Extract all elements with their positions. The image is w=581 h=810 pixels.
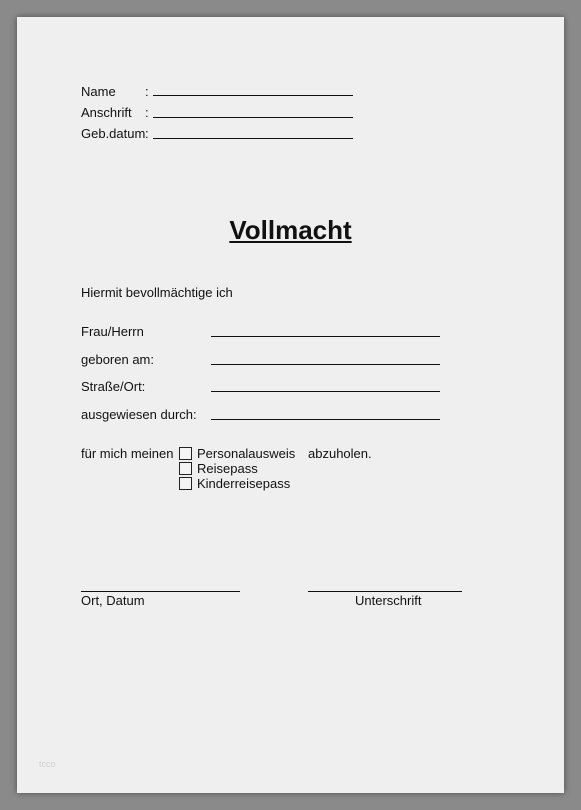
document-title: Vollmacht (229, 215, 352, 245)
place-date-field[interactable] (81, 591, 240, 592)
personalausweis-checkbox[interactable] (179, 447, 192, 460)
address-field[interactable] (153, 117, 353, 118)
kinderreisepass-checkbox[interactable] (179, 477, 192, 490)
street-field[interactable] (211, 391, 440, 392)
person-label: Frau/Herrn (81, 324, 144, 339)
intro-text: Hiermit bevollmächtige ich (81, 285, 233, 300)
name-label: Name (81, 84, 116, 99)
id-label: ausgewiesen durch: (81, 407, 197, 422)
reisepass-checkbox[interactable] (179, 462, 192, 475)
dob-label: Geb.datum (81, 126, 146, 141)
id-field[interactable] (211, 419, 440, 420)
dob-colon: : (145, 126, 149, 141)
signature-label: Unterschrift (355, 593, 422, 608)
dob-field[interactable] (153, 138, 353, 139)
signature-field[interactable] (308, 591, 462, 592)
purpose-prefix: für mich meinen (81, 446, 174, 461)
name-colon: : (145, 84, 149, 99)
watermark: tcco (39, 759, 56, 769)
kinderreisepass-label: Kinderreisepass (197, 476, 291, 491)
address-label: Anschrift (81, 105, 132, 120)
purpose-suffix: abzuholen. (308, 446, 372, 461)
personalausweis-label: Personalausweis (197, 446, 296, 461)
address-colon: : (145, 105, 149, 120)
street-label: Straße/Ort: (81, 379, 146, 394)
document-page (17, 17, 564, 793)
born-field[interactable] (211, 364, 440, 365)
person-field[interactable] (211, 336, 440, 337)
born-label: geboren am: (81, 352, 154, 367)
name-field[interactable] (153, 95, 353, 96)
reisepass-label: Reisepass (197, 461, 258, 476)
place-date-label: Ort, Datum (81, 593, 145, 608)
